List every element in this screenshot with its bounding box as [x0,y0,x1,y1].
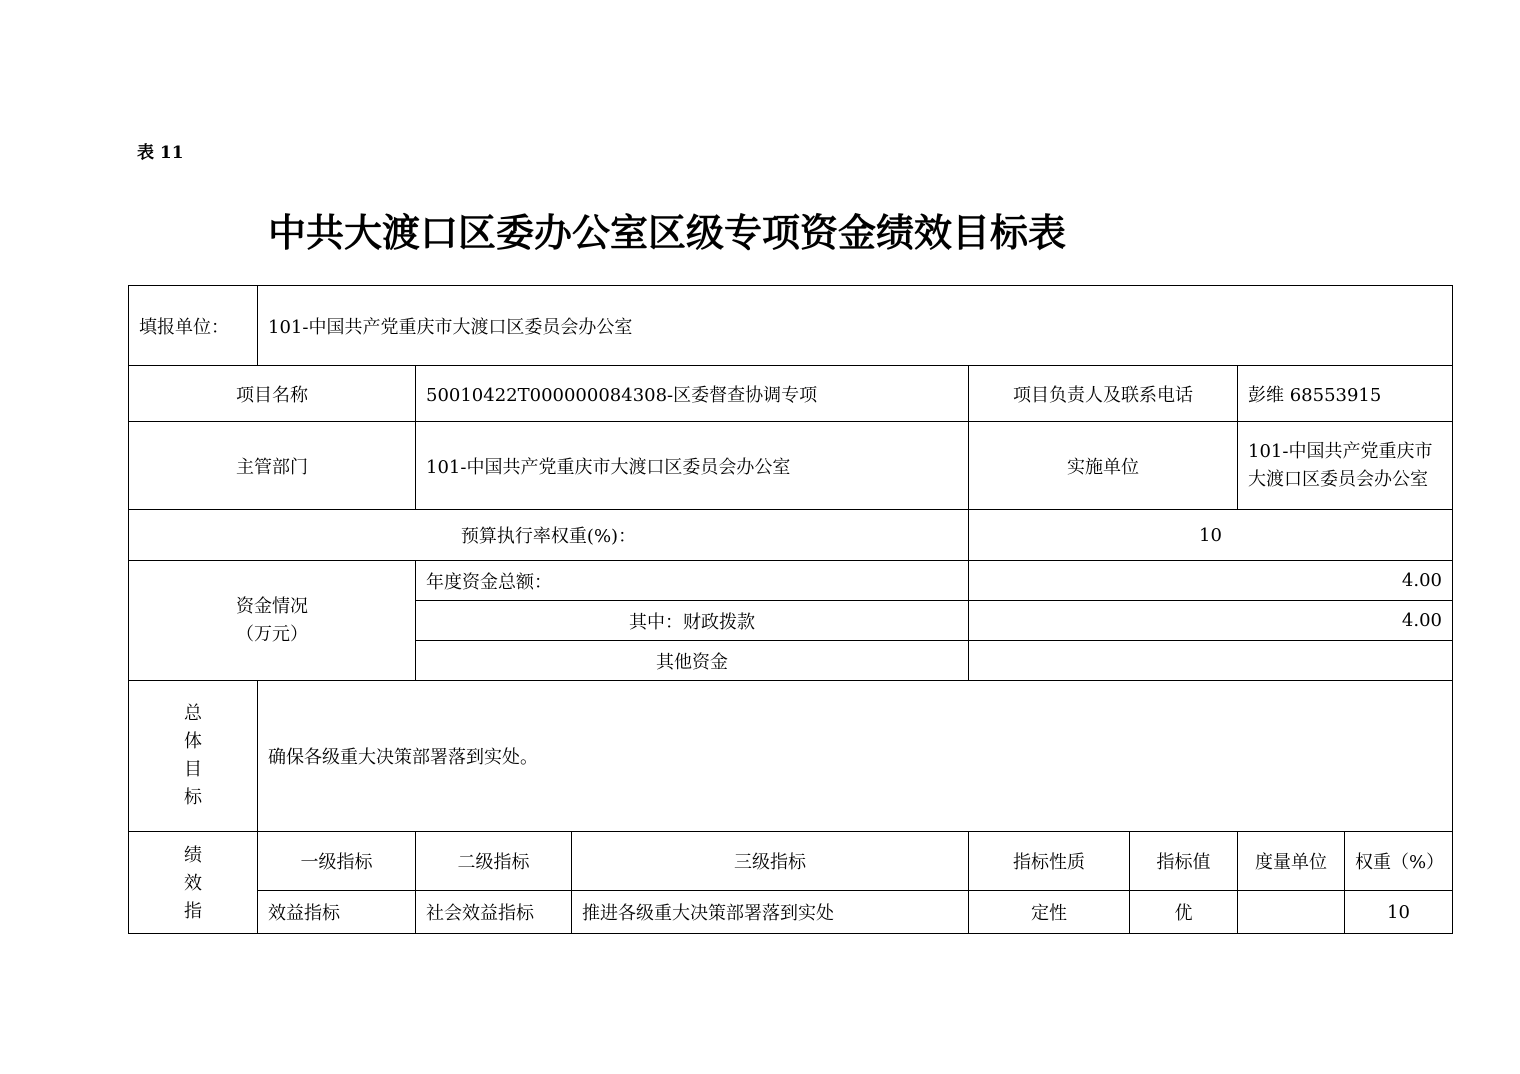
performance-label-char: 效 [184,873,202,894]
department-label: 主管部门 [129,422,416,510]
table-cell: 推进各级重大决策部署落到实处 [572,891,969,934]
budget-rate-value: 10 [969,510,1453,561]
page-title: 中共大渡口区委办公室区级专项资金绩效目标表 [268,211,1067,255]
column-header: 权重（%） [1345,832,1453,891]
reporting-unit-label: 填报单位： [129,286,258,366]
reporting-unit-row [129,286,1453,366]
implementing-unit-label: 实施单位 [969,422,1238,510]
overall-goal-label-char: 标 [184,787,202,808]
implementing-unit-value: 101-中国共产党重庆市大渡口区委员会办公室 [1238,422,1453,510]
table-cell: 定性 [969,891,1130,934]
project-name-label: 项目名称 [129,366,416,422]
column-header: 度量单位 [1238,832,1345,891]
performance-label-char: 绩 [184,845,202,866]
column-header: 二级指标 [416,832,572,891]
performance-header-row [129,832,1453,891]
performance-target-table [128,285,1453,934]
table-cell: 效益指标 [258,891,416,934]
funds-total-value: 4.00 [969,561,1453,601]
table-cell: 10 [1345,891,1453,934]
budget-rate-row [129,510,1453,561]
project-contact-label: 项目负责人及联系电话 [969,366,1238,422]
project-contact-value: 彭维 68553915 [1238,366,1453,422]
department-row [129,422,1453,510]
overall-goal-label-char: 目 [184,759,202,780]
overall-goal-label-char: 总 [184,703,202,724]
table-row [129,891,1453,934]
funds-label-line1: 资金情况 [236,595,308,617]
table-cell: 社会效益指标 [416,891,572,934]
column-header: 指标值 [1130,832,1238,891]
project-row [129,366,1453,422]
funds-other-value [969,641,1453,681]
funds-label [129,561,416,681]
overall-goal-row [129,681,1453,832]
column-header: 一级指标 [258,832,416,891]
overall-goal-label [129,681,258,832]
overall-goal-label-char: 体 [184,731,202,752]
funds-total-label: 年度资金总额： [416,561,969,601]
column-header: 指标性质 [969,832,1130,891]
funds-total-row [129,561,1453,601]
reporting-unit-value: 101-中国共产党重庆市大渡口区委员会办公室 [258,286,1453,366]
department-value: 101-中国共产党重庆市大渡口区委员会办公室 [416,422,969,510]
table-cell [1238,891,1345,934]
performance-indicator-label [129,832,258,934]
performance-label-char: 指 [184,901,202,922]
table-number-label: 表 11 [137,143,184,163]
table-cell: 优 [1130,891,1238,934]
funds-label-line2: （万元） [236,623,308,645]
funds-fiscal-value: 4.00 [969,601,1453,641]
column-header: 三级指标 [572,832,969,891]
funds-other-label: 其他资金 [416,641,969,681]
overall-goal-value: 确保各级重大决策部署落到实处。 [258,681,1453,832]
budget-rate-label: 预算执行率权重(%)： [129,510,969,561]
project-name-value: 50010422T000000084308-区委督查协调专项 [416,366,969,422]
funds-fiscal-label: 其中：财政拨款 [416,601,969,641]
